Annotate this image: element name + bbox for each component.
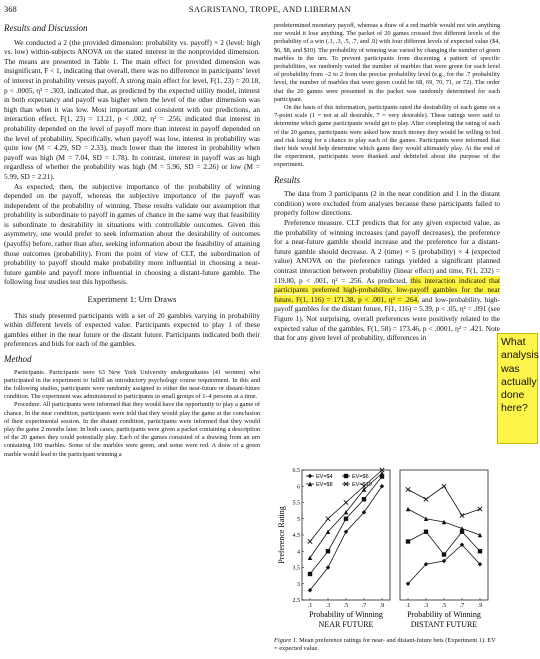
data-point	[424, 497, 428, 501]
y-tick-label: 3.5	[292, 565, 300, 572]
data-point	[442, 552, 446, 556]
rating-paragraph: On the basis of this information, participants rated the desirability of each game on a 7-point scale (1 = not at all desirable, 7 = very desirable). These ratings were said to determine which game participants would get to play. After completing the rating of each of the 20 games, participants were asked how much money they would be willing to bid and risk losing for a chance to play each of the games. Participants were informed that their bids would help determine which game they would ultimately play. At the end of the experiment, participants were thanked and debriefed about the purpose of the experiment.	[274, 104, 500, 169]
series-line-1-near	[310, 477, 382, 575]
figure-caption	[274, 637, 500, 653]
y-tick-label: 4	[297, 549, 300, 556]
highlighted-text[interactable]: this interaction indicated that participants preferred high-probability, low-payoff gambles for the near future, F(1, 116) = 171.38, p < .001, η² = .264,	[274, 275, 501, 304]
panel-sublabel: NEAR FUTURE	[318, 620, 374, 629]
y-tick-label: 2.5	[292, 598, 300, 604]
y-tick-label: 3	[297, 581, 300, 588]
series-line-1-distant	[408, 532, 480, 555]
sticky-note[interactable]: What analysis was actually done here?	[497, 333, 538, 444]
x-axis-label: Probability of Winning	[407, 610, 481, 619]
x-tick-label: .1	[405, 603, 411, 609]
preference-text-a: Preference measure. CLT predicts that for any given expected value, as the probability of winning increases (and payoff decreases), the preference for a near-future gamble should increase and the preference for a distant-future gamble should decrease. A 2 (time) × 5 (probability) × 4 (expected value) ANOVA on the preference ratings yielded a significant planned contrast interaction between probability (linear effect) and time, F(1, 232) = 119.80, p < .001, η² = .256. As predicted,	[274, 218, 500, 285]
data-point	[424, 530, 428, 534]
data-point	[326, 517, 330, 521]
legend-marker	[308, 474, 312, 478]
legend-label: EV=$8	[316, 482, 333, 488]
results-paragraph-2: As expected, then, the subjective importance of the probability of winning depended on the payoff, whereas the subjective importance of the payoff was independent of the probability of winning. These results validate our assumption that probability is subordinate to payoff in games of chance in the same way that feasibility is subordinate to desirability in situations with controllable outcomes. Given this asymmetry, one would prefer to seek information about the desirability of outcomes (payoffs) before, rather than after, seeking information about the feasibility of attaining those outcomes (probability). From the point of view of CLT, the subordination of probability to payoff should make probability more influential in choosing a near-future gamble and payoff more influential in choosing a distant-future gamble. The following four studies test this hypothesis.	[4, 181, 260, 287]
experiment-paragraph: This study presented participants with a set of 20 gambles varying in probability within different levels of expected value. Participants expected to play 1 of these gambles either in the near future or the distant future. Participants indicated both their preferences and bids for each of the gambles.	[4, 310, 260, 349]
panel-sublabel: DISTANT FUTURE	[410, 620, 478, 629]
caption-text: Mean preference ratings for near- and distant-future bets (Experiment 1). EV = expected value.	[274, 637, 496, 653]
data-point	[478, 549, 482, 553]
exclusion-paragraph: The data from 3 participants (2 in the near condition and 1 in the distant condition) were excluded from analyses because these participants failed to properly follow directions.	[274, 189, 500, 218]
figure-1-chart	[277, 466, 498, 634]
right-column	[274, 22, 500, 343]
procedure-paragraph: Procedure. All participants were informed that they would have the opportunity to play a game of chance. In the near condition, participants were told that they would play the game at the conclusion of their experimental session. In the distant condition, participants were informed that they would play the game 2 months later. In both cases, participants were given a packet containing a description of the 20 games they could potentially play. Each of the games consisted of a drawing from an urn containing 100 marbles. Some of the marbles were green, and some were red. A draw of a green marble would lead to the participant winning a	[4, 401, 260, 458]
method-heading: Method	[4, 354, 32, 364]
preference-paragraph	[274, 218, 500, 343]
series-line-0-near	[310, 486, 382, 590]
preference-text-b: and low-probability, high-payoff gambles for the distant future, F(1, 116) = 5.39, p < .05, η² = .091 (see Figure 1). Not surprising, overall preferences were positively related to the expected value of the gambles, F(1, 58) = 173.46, p < .0001, η² = .421. Note that for any given level of probability, differences in	[274, 294, 501, 343]
page-header	[4, 4, 536, 18]
results-heading-2: Results	[274, 174, 300, 185]
results-heading: Results and Discussion	[4, 23, 88, 33]
data-point	[460, 526, 464, 530]
page-number: 368	[4, 4, 17, 14]
data-point	[308, 539, 312, 543]
data-point	[344, 500, 348, 504]
results-paragraph-1: We conducted a 2 (the provided dimension: probability vs. payoff) × 2 (level: high vs. low) within-subjects ANOVA on the stated interest in the nonprovided dimension. The means are presented in Table 1. The main effect for provided dimension was insignificant, F < 1, indicating that overall, there was no difference in participants' level of interest in probability versus payoff. A strong main effect for level, F(1, 23) = 20.18, p < .0005, η² = .303, indicated that, as predicted by the expected utility model, interest in both expectancy and payoff was higher when the level of the other dimension was high than when it was low. Most important and consistent with our predictions, an interaction effect, F(1, 23) = 13.21, p < .002, η² = .256, indicated that interest in probability depended on the level of payoff more than interest in payoff depended on the level of probability. Specifically, when payoff was low, interest in probability was quite low (M = 4.29, SD = 2.33), much lower than the interest in probability when payoff was high (M = 7.04, SD = 1.78). In contrast, interest in payoff was as high regardless of whether the probability was high (M = 5.96, SD = 2.26) or low (M = 5.99, SD = 2.21).	[4, 37, 260, 181]
series-line-3-distant	[408, 486, 480, 515]
panel-frame-1	[400, 470, 488, 600]
data-point	[478, 507, 482, 511]
method-continued-paragraph: predetermined monetary payoff, whereas a draw of a red marble would not win anything nor would it lose anything. The packet of 20 games crossed five different levels of the probability of a win (.1, .3, .5, .7, and .9) with four different levels of expected value ($4, $6, $8, and $10). The probability of winning was varied by changing the number of green marbles in the urn. To prevent participants from discerning a pattern of specific probabilities, we randomly varied the number of marbles that were green for each level of probability from –2 to 2 from the precise probability level (e.g., for the .7 probability level, the number of marbles that were green could be 68, 69, 70, 71, or 72). The order that the 20 games were presented in the packet was randomly determined for each participant.	[274, 22, 500, 103]
data-point	[406, 539, 410, 543]
chart-svg	[277, 466, 498, 634]
caption-label: Figure 1.	[274, 637, 298, 644]
x-tick-label: .3	[325, 603, 331, 609]
x-tick-label: .5	[441, 603, 447, 609]
data-point	[308, 572, 312, 576]
y-tick-label: 6	[297, 484, 300, 491]
data-point	[406, 487, 410, 491]
experiment-heading: Experiment 1: Urn Draws	[87, 294, 177, 305]
data-point	[406, 507, 410, 511]
data-point	[442, 484, 446, 488]
legend-label: EV=$4	[316, 474, 333, 480]
x-tick-label: .7	[459, 603, 465, 609]
legend-label: EV=$10	[352, 482, 372, 488]
y-tick-label: 6.5	[292, 468, 300, 474]
x-axis-label: Probability of Winning	[309, 610, 383, 619]
legend-label: EV=$6	[352, 474, 369, 480]
x-tick-label: .9	[379, 603, 385, 609]
y-tick-label: 5.5	[292, 500, 300, 507]
y-tick-label: 5	[297, 516, 300, 523]
data-point	[326, 549, 330, 553]
x-tick-label: .1	[307, 603, 313, 609]
legend-marker	[344, 474, 348, 478]
series-line-0-distant	[408, 545, 480, 584]
participants-paragraph: Participants. Participants were 63 New York University undergraduates (41 women) who participated in the experiment to fulfill an introductory psychology course requirement. In this and the following studies, participants were randomly assigned to either the near-future or distant-future condition. The experiment was administered to participants in small groups of 1–4 persons at a time.	[4, 368, 260, 401]
data-point	[460, 513, 464, 517]
running-head: SAGRISTANO, TROPE, AND LIBERMAN	[188, 4, 352, 14]
x-tick-label: .9	[477, 603, 483, 609]
y-tick-label: 4.5	[292, 533, 300, 539]
data-point	[478, 533, 482, 537]
y-axis-label: Preference Rating	[277, 506, 286, 564]
x-tick-label: .7	[361, 603, 367, 609]
left-column	[4, 22, 260, 459]
x-tick-label: .5	[343, 603, 349, 609]
x-tick-label: .3	[423, 603, 429, 609]
data-point	[344, 517, 348, 521]
data-point	[362, 497, 366, 501]
